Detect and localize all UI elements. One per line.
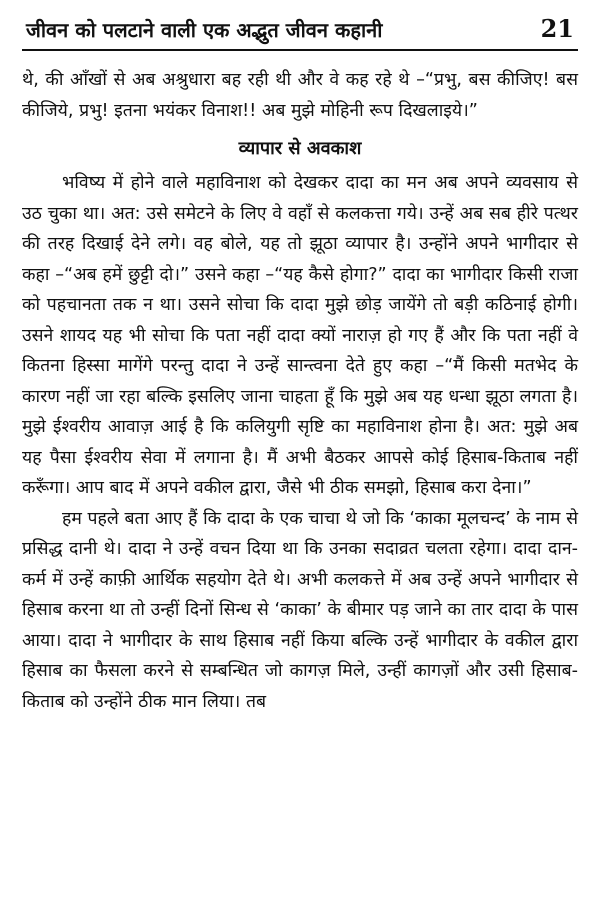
section-heading: व्यापार से अवकाश <box>238 138 362 159</box>
running-title: जीवन को पलटाने वाली एक अद्भुत जीवन कहानी <box>26 18 383 42</box>
continued-paragraph: थे, की आँखों से अब अश्रुधारा बह रही थी और वे कह रहे थे –“प्रभु, बस कीजिए! बस कीजिये, प्रभु! इतना भयंकर विनाश!! अब मुझे मोहिनी रूप दिखलाइये।” <box>22 70 578 121</box>
paragraph: भविष्य में होने वाले महाविनाश को देखकर दादा का मन अब अपने व्यवसाय से उठ चुका था। अत: उसे समेटने के लिए वे वहाँ से कलकत्ता गये। उन्हें अब सब हीरे पत्थर की तरह दिखाई देने लगे। वह बोले, यह तो झूठा व्यापार है। उन्होंने अपने भागीदार से कहा –“अब हमें छुट्टी दो।” उसने कहा –“यह कैसे होगा?” दादा का भागीदार किसी राजा को पहचानता तक न था। उसने सोचा कि दादा मुझे छोड़ जायेंगे तो बड़ी कठिनाई होगी। उसने शायद यह भी सोचा कि पता नहीं दादा क्यों नाराज़ हो गए हैं और कि पता नहीं वे कितना हिस्सा मागेंगे परन्तु दादा ने उन्हें सान्त्वना देते हुए कहा –“मैं किसी मतभेद के कारण नहीं जा रहा बल्कि इसलिए जाना चाहता हूँ कि मुझे अब यह धन्धा झूठा लगता है। मुझे ईश्वरीय आवाज़ आई है कि कलियुगी सृष्टि का महाविनाश होना है। अत: मुझे अब यह पैसा ईश्वरीय सेवा में लगाना है। मैं अभी बैठकर आपसे कोई हिसाब-किताब नहीं करूँगा। आप बाद में अपने वकील द्वारा, जैसे भी ठीक समझो, हिसाब करा देना।” <box>22 173 578 498</box>
page-header <box>22 14 578 51</box>
page-body <box>22 65 578 717</box>
page-number: 21 <box>540 14 574 43</box>
paragraph: हम पहले बता आए हैं कि दादा के एक चाचा थे जो कि ‘काका मूलचन्द’ के नाम से प्रसिद्ध दानी थे। दादा ने उन्हें वचन दिया था कि उनका सदाव्रत चलता रहेगा। दादा दान-कर्म में उन्हें काफ़ी आर्थिक सहयोग देते थे। अभी कलकत्ते में अब उन्हें अपने भागीदार से हिसाब करना था तो उन्हीं दिनों सिन्ध से ‘काका’ के बीमार पड़ जाने का तार दादा के पास आया। दादा ने भागीदार के साथ हिसाब नहीं किया बल्कि उन्हें भागीदार के वकील द्वारा हिसाब का फैसला करने से सम्बन्धित जो कागज़ मिले, उन्हीं कागज़ों और उसी हिसाब-किताब को उन्होंने ठीक मान लिया। तब <box>22 508 578 712</box>
